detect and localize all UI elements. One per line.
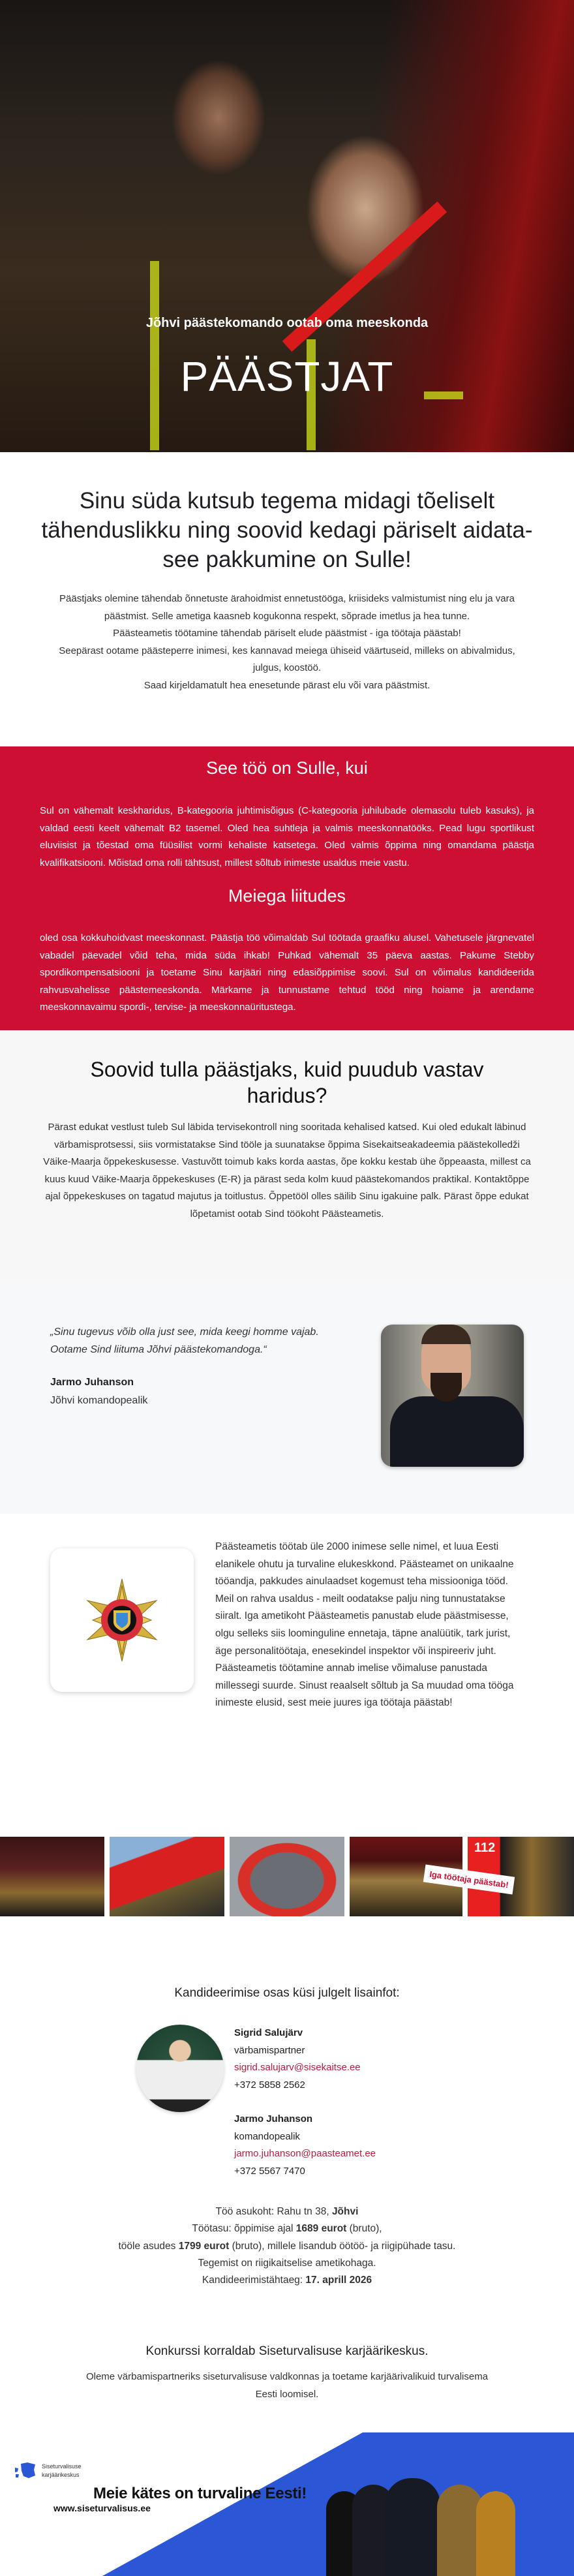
gallery-112-label: 112 — [474, 1841, 496, 1855]
quote-section — [0, 1278, 574, 1514]
gallery-photo — [230, 1837, 344, 1916]
intro-line: Päästjaks olemine tähendab õnnetuste ärahoidmist ennetustööga, kriisideks valmistumist ning elu ja vara päästmist. Selle ametiga kaasneb kogukonna respekt, sõprade imetlus ja hea tunne. — [59, 593, 515, 622]
intro-line: Päästeametis töötamine tähendab päriselt elude päästmist - iga töötaja päästab! — [113, 628, 461, 639]
estonia-map-icon — [14, 2461, 37, 2481]
gallery-photo — [110, 1837, 224, 1916]
about-text: Päästeametis töötab üle 2000 inimese selle nimel, et luua Eesti elanikele ohutu ja turvaline elukeskkond. Päästeamet on unikaalne tööandja, pakkudes ainulaadset kogemust teha missiooniga tööd. Meil on rahva usaldus - meilt oodatakse palju ning tunnustatakse siiralt. Iga ametikoht Päästeametis panustab elude päästmisesse, olgu selleks siis loominguline ennetaja, täpne analüütik, tark jurist, äge personalitöötaja, enesekindel inspektor või inspireeriv juht. Päästeametis töötamine annab imelise võimaluse panustada millessegi suurde. Sinust reaalselt sõltub ja Sa muudad oma tööga inimeste elusid, sest meie juures iga töötaja päästab! — [215, 1541, 514, 1709]
contact-role: värbamispartner — [234, 2044, 305, 2056]
contact-phone: +372 5858 2562 — [234, 2079, 305, 2091]
siseturvalisus-logo — [14, 2461, 82, 2481]
logo-line: karjäärikeskus — [42, 2472, 80, 2478]
organizer-line: Oleme värbamispartneriks siseturvalisuse valdkonnas ja toetame karjäärivalikuid turvalisema — [85, 2371, 489, 2382]
hero-subtitle: Jõhvi päästekomando ootab oma meeskonda — [145, 316, 429, 330]
defense-note: Tegemist on riigikaitselise ametikohaga. — [198, 2257, 376, 2269]
label: Töö asukoht: Rahu tn 38, — [215, 2206, 332, 2217]
education-text: Pärast edukat vestlust tuleb Sul läbida tervisekontroll ning sooritada kehalised katsed. Kui oled edukalt läbinud värbamisprotsessi, siis vormistatakse Sind tööle ja suunatakse õppima Sisekaitseakadeemia päästekolledži Väike-Maarja õppekeskusesse. Vastuvõtt toimub kaks korda aastas, õpe kokku kestab ühe õppeaasta, millest ca kuus kuud Väike-Maarja õppekeskuses (E-R) ja pärast seda kolm kuud päästekomandos praktikal. Kontaktõppe ajal õppekeskuses on tagatud majutus ja toitlustus. Õppetööl olles säilib Sinu igakuine palk. Pärast õppe edukat lõpetamist ootab Sind töökoht Päästeametis. — [43, 1122, 531, 1219]
deadline-date: 17. aprill 2026 — [305, 2275, 372, 2286]
education-section — [0, 1030, 574, 1278]
salary-work-amount: 1799 eurot — [178, 2240, 230, 2252]
paasteamet-badge-icon — [80, 1578, 164, 1663]
label: Töötasu: õppimise ajal — [192, 2223, 296, 2235]
contact-name: Jarmo Juhanson — [234, 2113, 313, 2124]
salary-study-amount: 1689 eurot — [295, 2223, 347, 2235]
intro-section — [0, 452, 574, 746]
about-section — [0, 1514, 574, 1788]
requirements-section — [0, 746, 574, 1030]
organizer-text — [39, 2368, 535, 2403]
contact-avatar — [136, 2025, 224, 2112]
gallery-photo — [0, 1837, 104, 1916]
intro-text — [46, 590, 528, 694]
banner-url-link[interactable]: www.siseturvalisus.ee — [53, 2503, 151, 2513]
requirements-heading: See töö on Sulle, kui — [206, 758, 368, 778]
location-city: Jõhvi — [331, 2206, 359, 2217]
organizer-heading: Konkurssi korraldab Siseturvalisuse karjäärikeskus. — [145, 2344, 429, 2358]
gallery-overlay-text: Iga töötaja päästab! — [423, 1865, 515, 1895]
footer-banner — [0, 2432, 574, 2576]
job-info — [0, 2203, 574, 2289]
quote-text: „Sinu tugevus võib olla just see, mida keegi homme vajab. Ootame Sind liituma Jõhvi päästekomandoga.“ — [50, 1326, 319, 1355]
banner-people-photo — [326, 2478, 528, 2576]
logo-line: Siseturvalisuse — [42, 2463, 82, 2470]
hero-title: PÄÄSTJAT — [180, 353, 394, 400]
hero-banner — [0, 0, 574, 452]
contact-role: komandopealik — [234, 2130, 300, 2142]
label: (bruto), millele lisandub öötöö- ja riigipühade tasu. — [229, 2240, 456, 2252]
salary-work — [0, 2238, 574, 2255]
contact-phone: +372 5567 7470 — [234, 2165, 305, 2177]
job-location — [0, 2203, 574, 2220]
photo-gallery — [0, 1837, 574, 1916]
benefits-text: oled osa kokkuhoidvast meeskonnast. Päästja töö võimaldab Sul töötada graafiku alusel. Vahetusele järgnevatel vabadel päevadel võid teha, mida süda ihkab! Puhkad vähemalt 35 päeva aastas. Pakume Stebby spordikompensatsiooni ja toetame Sinu karjääri ning edasiõppimise soovi. Sul on võimalus kandideerida rahvusvahelisse päästemeeskonda. Märkame ja tunnustame tehtud tööd ning hoiame ja arendame meeskonnavaimu spordi-, tervise- ja meeskonnaüritustega. — [40, 932, 534, 1013]
contact-name: Sigrid Salujärv — [234, 2027, 303, 2038]
quote-author-role: Jõhvi komandopealik — [50, 1395, 148, 1406]
quote-author-photo — [381, 1325, 524, 1467]
label: Kandideerimistähtaeg: — [202, 2275, 306, 2286]
label: (bruto), — [346, 2223, 382, 2235]
intro-line: Seepärast ootame päästeperre inimesi, kes kannavad meiega ühiseid väärtuseid, milleks on abivalmidus, julgus, koostöö. — [59, 645, 515, 673]
contact-email-link[interactable]: jarmo.juhanson@paasteamet.ee — [234, 2148, 376, 2159]
quote-author-name: Jarmo Juhanson — [50, 1377, 134, 1388]
requirements-text: Sul on vähemalt keskharidus, B-kategooria juhtimisõigus (C-kategooria juhilubade olemasolu tuleb kasuks), ja valdad eesti keelt vähemalt B2 tasemel. Oled hea suhtleja ja valmis meeskonnatööks. Pead lugu sportlikust eluviisist ja tõestad oma füüsilist vormi kehaliste katsetega. Oled valmis õppima ning omandama päästja kvalifikatsiooni. Mõistad oma rolli tähtsust, millest sõltub inimeste usaldus meie vastu. — [40, 805, 534, 868]
deadline — [0, 2272, 574, 2289]
contact-card — [234, 2025, 361, 2094]
paasteamet-logo-card — [50, 1548, 194, 1692]
education-heading: Soovid tulla päästjaks, kuid puudub vastav haridus? — [90, 1058, 484, 1107]
contact-email-link[interactable]: sigrid.salujarv@sisekaitse.ee — [234, 2062, 361, 2073]
contact-card — [234, 2111, 376, 2180]
label: tööle asudes — [118, 2240, 179, 2252]
salary-study — [0, 2220, 574, 2237]
benefits-heading: Meiega liitudes — [228, 886, 346, 906]
intro-line: Saad kirjeldamatult hea enesetunde pärast elu või vara päästmist. — [144, 679, 430, 691]
contacts-heading: Kandideerimise osas küsi julgelt lisainfot: — [174, 1986, 400, 2000]
banner-slogan: Meie kätes on turvaline Eesti! — [93, 2485, 307, 2502]
organizer-line: Eesti loomisel. — [255, 2389, 319, 2400]
intro-heading: Sinu süda kutsub tegema midagi tõeliselt tähenduslikku ning soovid kedagi päriselt aidata- see pakkumine on Sulle! — [41, 488, 533, 572]
